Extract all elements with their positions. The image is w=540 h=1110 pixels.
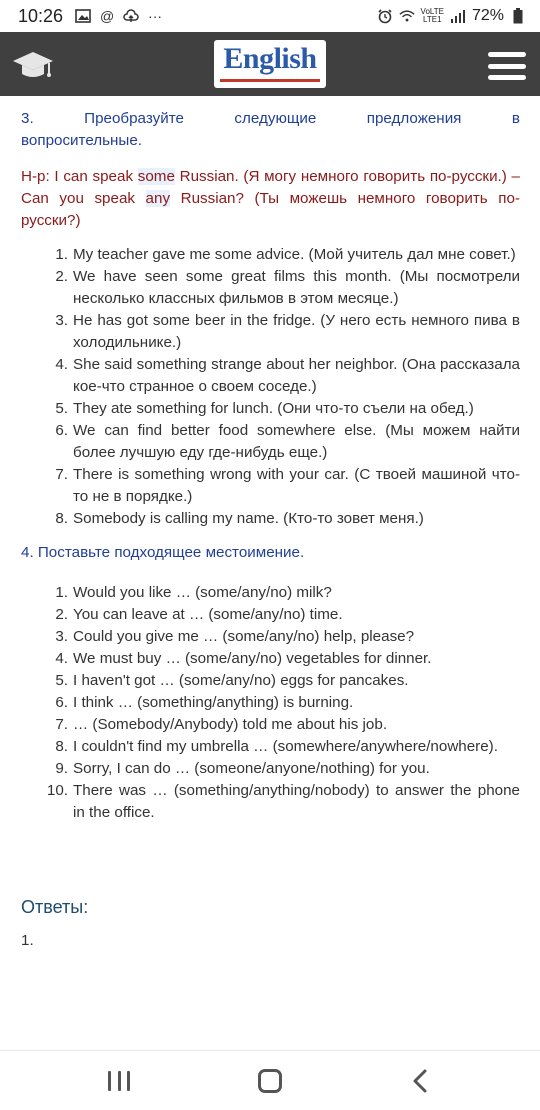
example-text: Russian? (Ты можешь немного говорить по-русски?) xyxy=(21,190,520,229)
list-item xyxy=(21,736,520,758)
list-item xyxy=(21,420,520,464)
list-item xyxy=(21,244,520,266)
status-time: 10:26 xyxy=(18,5,64,26)
task3-heading-word: в xyxy=(511,110,520,127)
item-number: 2. xyxy=(55,606,68,623)
app-header xyxy=(0,32,540,96)
item-number: 1. xyxy=(55,584,68,601)
item-number: 7. xyxy=(55,466,68,483)
task3-heading-word: Преобразуйте xyxy=(84,110,184,127)
signal-icon xyxy=(450,8,466,24)
list-item xyxy=(21,508,520,530)
item-text: There is something wrong with your car. (С твоей машиной что-то не в порядке.) xyxy=(73,466,520,505)
list-item xyxy=(21,354,520,398)
status-left xyxy=(18,6,163,27)
home-button-icon[interactable] xyxy=(258,1069,282,1093)
logo-text: English xyxy=(223,42,317,75)
answers-heading: Ответы: xyxy=(21,897,89,917)
item-text: He has got some beer in the fridge. (У него есть немного пива в холодильнике.) xyxy=(73,312,520,351)
item-text: Somebody is calling my name. (Кто-то зовет меня.) xyxy=(73,510,424,527)
task3-list xyxy=(21,244,520,530)
task4-heading: 4. Поставьте подходящее местоимение. xyxy=(21,544,305,561)
item-text: They ate something for lunch. (Они что-то съели на обед.) xyxy=(73,400,474,417)
item-number: 3. xyxy=(55,628,68,645)
example-highlight-some: some xyxy=(137,168,175,185)
example-highlight-any: any xyxy=(145,190,171,207)
task3-heading xyxy=(21,108,520,130)
logo-underline xyxy=(220,79,320,82)
list-item xyxy=(21,780,520,824)
item-number: 3. xyxy=(55,312,68,329)
example-text: Russian. (Я могу немного говорить по-русски.) – Can you speak xyxy=(21,168,520,207)
item-number: 6. xyxy=(55,422,68,439)
item-number: 5. xyxy=(55,672,68,689)
more-notifications-icon: ··· xyxy=(148,8,163,24)
volte-label: VoLTE xyxy=(420,7,444,16)
status-right xyxy=(377,7,526,25)
item-text: We have seen some great films this month. (Мы посмотрели несколько классных фильмов в этом месяце.) xyxy=(73,268,520,307)
item-text: You can leave at … (some/any/no) time. xyxy=(73,606,343,623)
item-number: 2. xyxy=(55,268,68,285)
gallery-icon xyxy=(75,8,91,24)
item-number: 4. xyxy=(55,650,68,667)
cloud-upload-icon xyxy=(123,8,139,24)
item-text: I couldn't find my umbrella … (somewhere/anywhere/nowhere). xyxy=(73,738,498,755)
item-text: Sorry, I can do … (someone/anyone/nothing) for you. xyxy=(73,760,430,777)
article-content xyxy=(0,108,540,952)
list-item xyxy=(21,604,520,626)
answers-first-item: 1. xyxy=(21,932,34,949)
system-nav-bar xyxy=(0,1050,540,1110)
item-number: 1. xyxy=(55,246,68,263)
lte-label: LTE1 xyxy=(422,15,442,24)
site-logo[interactable] xyxy=(214,40,326,88)
item-text: She said something strange about her neighbor. (Она рассказала кое-что странное о своем соседе.) xyxy=(73,356,520,395)
hamburger-menu-icon[interactable] xyxy=(488,52,526,80)
back-chevron-icon[interactable] xyxy=(412,1069,428,1093)
list-item xyxy=(21,648,520,670)
item-number: 6. xyxy=(55,694,68,711)
list-item xyxy=(21,464,520,508)
item-number: 10. xyxy=(46,782,68,799)
battery-percent: 72% xyxy=(471,7,504,24)
list-item xyxy=(21,670,520,692)
item-text: My teacher gave me some advice. (Мой учитель дал мне совет.) xyxy=(73,246,516,263)
wifi-icon xyxy=(399,8,415,24)
item-text: We can find better food somewhere else. (Мы можем найти более лучшую еду где-нибудь еще.) xyxy=(73,422,520,461)
list-item xyxy=(21,582,520,604)
item-number: 8. xyxy=(55,510,68,527)
list-item xyxy=(21,310,520,354)
item-number: 5. xyxy=(55,400,68,417)
item-number: 7. xyxy=(55,716,68,733)
list-item xyxy=(21,714,520,736)
item-text: Would you like … (some/any/no) milk? xyxy=(73,584,332,601)
recent-apps-icon[interactable] xyxy=(108,1071,130,1091)
volte-indicator xyxy=(421,8,444,24)
item-text: There was … (something/anything/nobody) to answer the phone in the office. xyxy=(73,782,520,821)
list-item xyxy=(21,266,520,310)
at-sign-icon: @ xyxy=(99,8,115,24)
item-number: 4. xyxy=(55,356,68,373)
graduation-cap-icon[interactable] xyxy=(12,50,54,82)
status-bar xyxy=(0,0,540,32)
alarm-icon xyxy=(377,8,393,24)
task3-example xyxy=(21,166,520,232)
item-number: 9. xyxy=(55,760,68,777)
list-item xyxy=(21,692,520,714)
item-text: I haven't got … (some/any/no) eggs for pancakes. xyxy=(73,672,409,689)
battery-icon xyxy=(510,8,526,24)
list-item xyxy=(21,758,520,780)
item-number: 8. xyxy=(55,738,68,755)
item-text: I think … (something/anything) is burning. xyxy=(73,694,354,711)
example-text: Н-р: I can speak xyxy=(21,168,138,185)
task3-heading-rest: вопросительные. xyxy=(21,132,143,149)
task3-heading-word: 3. xyxy=(21,110,34,127)
item-text: Could you give me … (some/any/no) help, please? xyxy=(73,628,415,645)
item-text: We must buy … (some/any/no) vegetables for dinner. xyxy=(73,650,432,667)
list-item xyxy=(21,626,520,648)
task3-heading-word: следующие xyxy=(234,110,317,127)
task3-heading-word: предложения xyxy=(366,110,462,127)
task4-list xyxy=(21,582,520,824)
list-item xyxy=(21,398,520,420)
item-text: … (Somebody/Anybody) told me about his job. xyxy=(73,716,388,733)
